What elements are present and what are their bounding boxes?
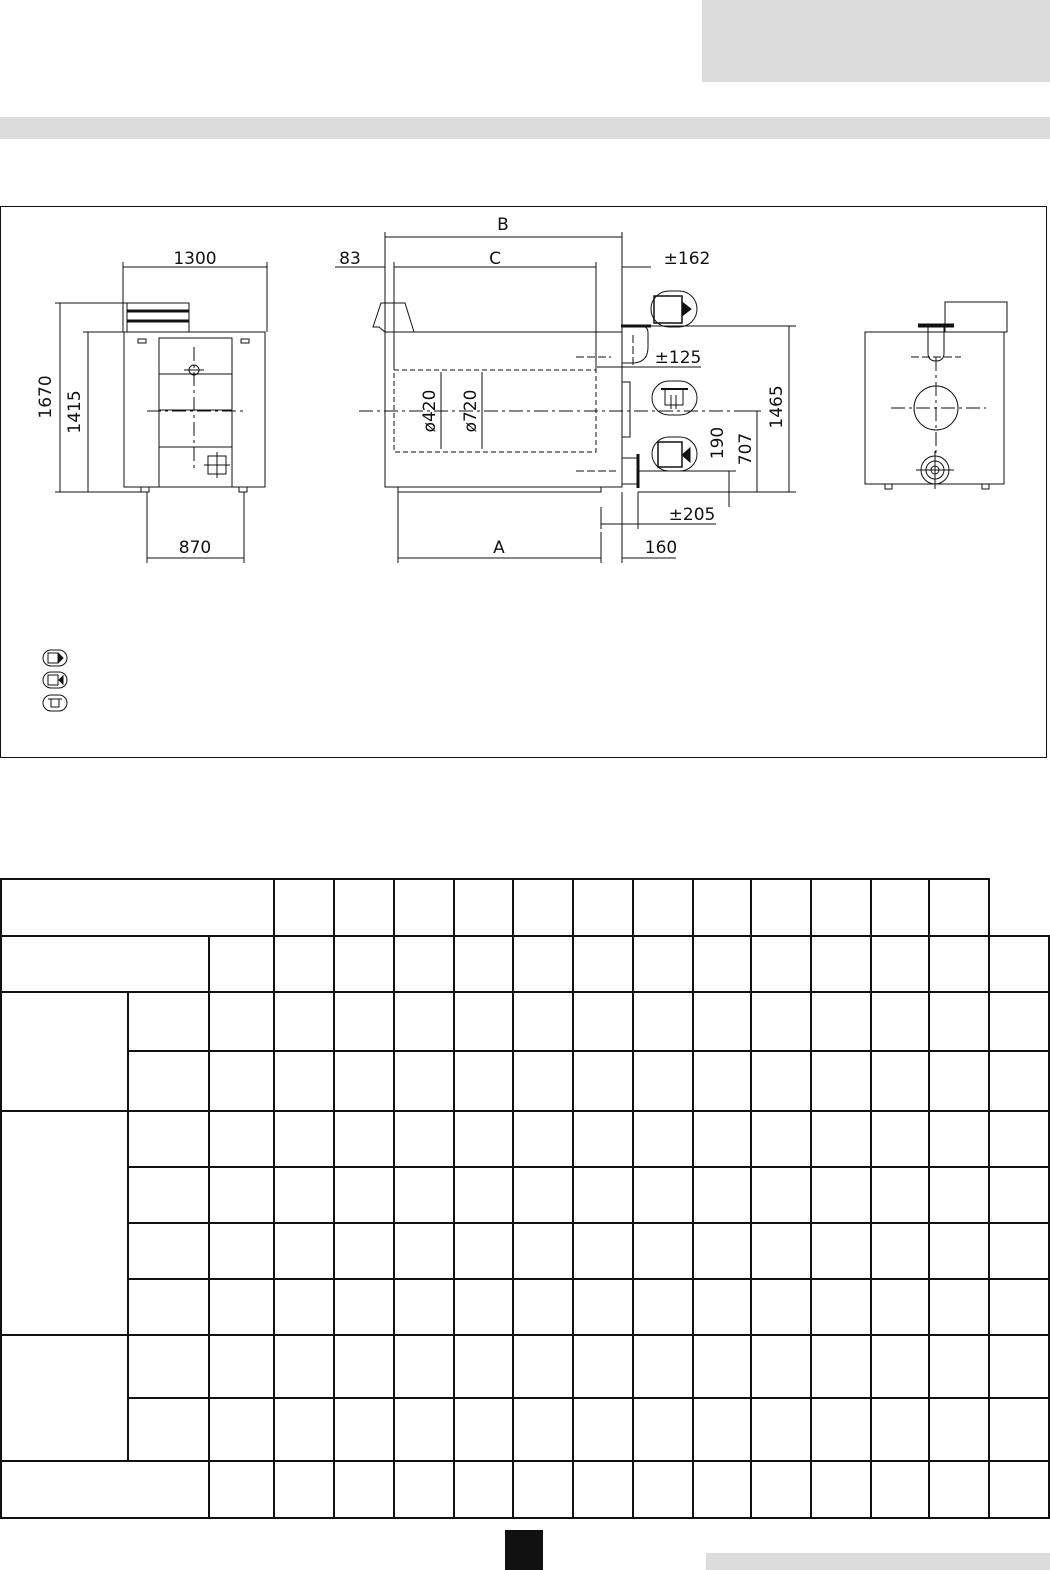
table-cell [929,1111,989,1167]
legend [43,650,67,711]
table-cell [513,1279,573,1335]
table-cell [334,879,395,936]
table-cell [454,1051,513,1111]
header-grey-box [702,0,1050,82]
table-cell [811,879,871,936]
table-cell [751,1461,811,1518]
table-cell [454,936,513,992]
table-cell [334,1223,395,1279]
table-cell [871,936,930,992]
dim-side-190: 190 [708,426,728,460]
table-cell [209,992,274,1051]
table-cell [811,1398,871,1461]
table-cell [1,1461,209,1518]
table-cell [929,1335,989,1398]
table-row [1,1167,1049,1223]
table-cell [989,1279,1049,1335]
table-cell [811,1335,871,1398]
table-cell [633,1167,694,1223]
table-cell [573,1335,633,1398]
table-cell [454,879,513,936]
table-cell [633,1111,694,1167]
dim-side-1465: 1465 [767,385,787,429]
table-cell [334,992,395,1051]
table-cell [693,879,751,936]
table-cell [274,1223,334,1279]
table-cell [633,879,694,936]
table-cell [573,1051,633,1111]
dim-feet-spacing: 870 [178,538,212,558]
table-cell [751,1111,811,1167]
table-cell [394,992,454,1051]
table-cell [751,1398,811,1461]
table-cell [274,1051,334,1111]
table-cell [633,1223,694,1279]
dim-side-a: A [493,538,505,558]
table-cell [394,936,454,992]
table-cell [209,1335,274,1398]
table-cell [513,879,573,936]
table-row [1,936,1049,992]
table-cell [989,1398,1049,1461]
table-cell [394,1335,454,1398]
dim-side-pm125: ±125 [654,348,702,368]
table-cell [633,1461,694,1518]
table-cell [1,1335,128,1461]
table-cell [274,1111,334,1167]
table-cell [454,1111,513,1167]
table-cell [871,879,930,936]
table-cell [871,1111,930,1167]
table-cell [454,992,513,1051]
dim-side-707: 707 [736,432,756,466]
dimension-drawing [0,206,1047,758]
table-cell [751,1167,811,1223]
table-cell [274,1279,334,1335]
table-cell [811,1461,871,1518]
table-cell [871,1461,930,1518]
specification-table [0,878,1050,1519]
table-cell [334,1111,395,1167]
table-cell [693,992,751,1051]
table-row [1,1461,1049,1518]
table-cell [394,1398,454,1461]
table-cell [513,1398,573,1461]
table-cell [128,1111,209,1167]
table-cell [334,1279,395,1335]
dim-dia-420: ø420 [420,389,440,433]
table-cell [693,1051,751,1111]
table-row [1,1051,1049,1111]
dim-height-body: 1415 [65,390,85,434]
table-cell [929,1223,989,1279]
table-cell [871,1223,930,1279]
table-cell [209,1398,274,1461]
dim-side-pm162: ±162 [663,249,711,269]
table-cell [394,1111,454,1167]
table-cell [334,1398,395,1461]
table-cell [513,1223,573,1279]
table-cell [209,1223,274,1279]
table-cell [811,1111,871,1167]
table-cell [573,992,633,1051]
table-cell [989,1461,1049,1518]
table-cell [929,1279,989,1335]
table-cell [454,1223,513,1279]
table-cell [209,1461,274,1518]
table-cell [513,992,573,1051]
table-row [1,879,1049,936]
table-cell [573,879,633,936]
table-cell [209,1051,274,1111]
table-cell [513,1167,573,1223]
table-cell [811,1167,871,1223]
table-cell [989,1335,1049,1398]
table-cell [693,1223,751,1279]
table-cell [633,1398,694,1461]
dim-side-c: C [489,249,501,269]
dim-height-total: 1670 [36,375,56,419]
table-cell [989,1051,1049,1111]
table-cell [693,1398,751,1461]
table-cell [573,1398,633,1461]
table-cell [513,936,573,992]
dim-front-width: 1300 [173,249,217,269]
table-cell [394,1279,454,1335]
dim-side-160: 160 [644,538,678,558]
table-cell [573,1279,633,1335]
table-cell [1,879,274,936]
table-cell [693,1279,751,1335]
table-row [1,1335,1049,1398]
table-cell [871,992,930,1051]
front-view [55,262,267,563]
table-cell [871,1167,930,1223]
dim-dia-720: ø720 [461,389,481,433]
table-cell [633,1051,694,1111]
dim-side-b: B [497,215,509,235]
table-cell [209,1167,274,1223]
table-cell [751,879,811,936]
table-cell [871,1051,930,1111]
table-cell [1,1111,128,1335]
table-cell [811,992,871,1051]
table-cell [633,1279,694,1335]
table-cell [811,1279,871,1335]
page-number-marker [505,1530,543,1570]
footer-grey-box [706,1553,1050,1570]
table-cell [573,1111,633,1167]
table-cell [454,1398,513,1461]
table-cell [454,1279,513,1335]
table-cell [929,1167,989,1223]
table-cell [573,1167,633,1223]
table-cell [394,1461,454,1518]
table-cell [334,1051,395,1111]
section-title-bar [0,117,1050,139]
table-cell [334,1335,395,1398]
table-cell [209,1111,274,1167]
table-row [1,1279,1049,1335]
drain-icon [43,695,67,711]
table-cell [573,1461,633,1518]
table-cell [394,879,454,936]
table-row [1,1223,1049,1279]
table-cell [573,1223,633,1279]
rear-view [865,302,1007,489]
table-cell [693,1335,751,1398]
table-cell [334,1461,395,1518]
table-cell [633,1335,694,1398]
table-row [1,1398,1049,1461]
table-cell [989,1167,1049,1223]
heating-return-icon [43,672,67,688]
table-cell [989,1111,1049,1167]
table-cell [274,936,334,992]
table-cell [871,1398,930,1461]
table-cell [454,1461,513,1518]
table-cell [274,1335,334,1398]
table-cell [394,1167,454,1223]
table-cell [209,1279,274,1335]
table-cell [871,1279,930,1335]
table-cell [128,1167,209,1223]
table-cell [334,936,395,992]
table-cell [394,1051,454,1111]
table-cell [274,879,334,936]
table-cell [454,1335,513,1398]
table-cell [513,1335,573,1398]
table-cell [573,936,633,992]
table-cell [128,992,209,1051]
table-cell [454,1167,513,1223]
table-cell [513,1461,573,1518]
table-cell [693,1167,751,1223]
table-cell [929,1051,989,1111]
table-cell [274,1167,334,1223]
table-cell [1,936,209,992]
table-cell [513,1051,573,1111]
table-cell [751,1223,811,1279]
table-cell [274,1461,334,1518]
table-cell [751,992,811,1051]
table-cell [929,992,989,1051]
table-cell [989,936,1049,992]
table-cell [128,1398,209,1461]
table-cell [693,936,751,992]
table-cell [633,936,694,992]
table-row [1,1111,1049,1167]
table-cell [751,1335,811,1398]
table-cell [929,936,989,992]
heating-flow-icon [43,650,67,666]
table-cell [274,1398,334,1461]
dim-side-pm205: ±205 [668,505,716,525]
table-cell [633,992,694,1051]
table-cell [751,1051,811,1111]
table-row [1,992,1049,1051]
table-cell [128,1223,209,1279]
table-cell [128,1051,209,1111]
table-cell [929,1398,989,1461]
table-cell [989,1223,1049,1279]
table-cell [128,1279,209,1335]
table-cell [811,936,871,992]
table-cell [693,1111,751,1167]
table-cell [274,992,334,1051]
table-cell [989,992,1049,1051]
table-cell [334,1167,395,1223]
dim-side-83: 83 [339,249,361,269]
table-cell [394,1223,454,1279]
table-cell [811,1223,871,1279]
table-cell [513,1111,573,1167]
table-cell [751,936,811,992]
side-view [335,232,796,563]
table-cell [128,1335,209,1398]
table-cell [1,992,128,1111]
table-cell [929,1461,989,1518]
table-cell [751,1279,811,1335]
table-cell [209,936,274,992]
table-cell [929,879,989,936]
table-cell [693,1461,751,1518]
table-cell [811,1051,871,1111]
table-cell [871,1335,930,1398]
